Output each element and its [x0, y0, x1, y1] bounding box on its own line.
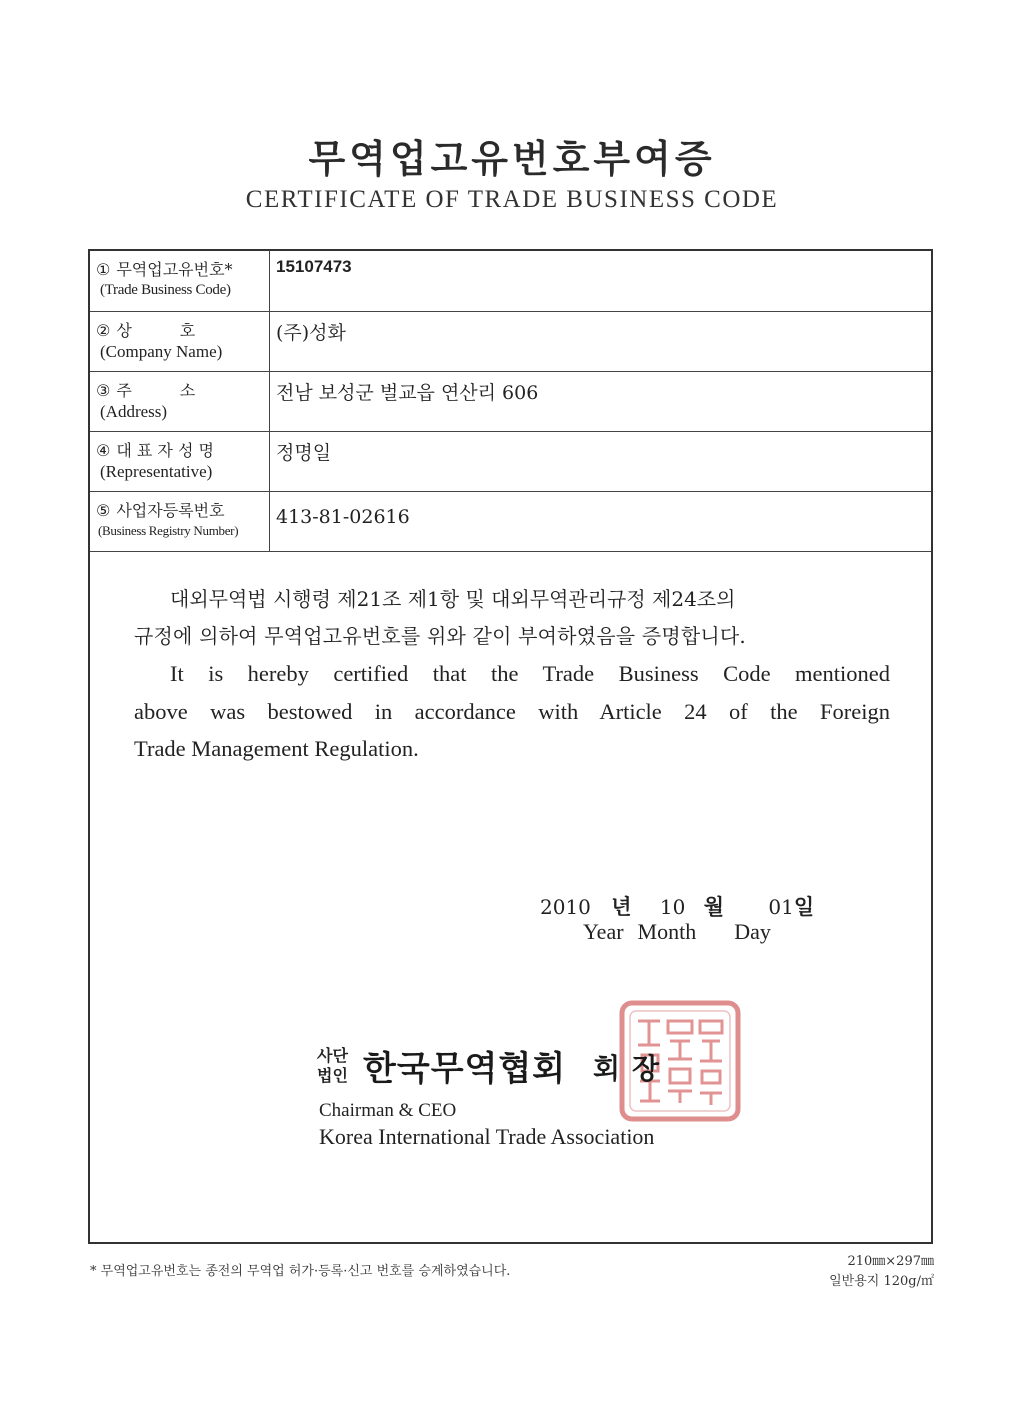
- field-label-english: (Company Name): [100, 342, 223, 361]
- field-row-business-registry: [90, 492, 931, 552]
- date-day-label: 일: [793, 895, 815, 919]
- certificate-title-english: CERTIFICATE OF TRADE BUSINESS CODE: [245, 186, 779, 213]
- field-label-korean: ④ 대 표 자 성 명: [96, 441, 214, 460]
- company-name-value: (주)성화: [276, 322, 346, 344]
- date-month-label: 월: [703, 895, 725, 919]
- field-label-korean: ② 상 호: [96, 321, 196, 340]
- date-month: 10: [659, 895, 686, 919]
- trade-business-code-value: 15107473: [276, 257, 352, 276]
- paper-size: 210㎜×297㎜: [847, 1254, 934, 1269]
- field-label-english: (Trade Business Code): [100, 282, 231, 298]
- field-label-korean: ① 무역업고유번호*: [96, 260, 233, 279]
- date-year: 2010: [540, 895, 591, 919]
- statement-english-line: above was bestowed in accordance with Article 24 of the Foreign: [134, 698, 890, 724]
- statement-korean-line: 규정에 의하여 무역업고유번호를 위와 같이 부여하였음을 증명합니다.: [134, 624, 746, 648]
- field-label-cell: [90, 251, 270, 311]
- field-row-address: [90, 372, 931, 432]
- date-year-english: Year: [583, 919, 624, 944]
- date-day: 01: [768, 895, 794, 919]
- field-label-cell: [90, 492, 270, 551]
- business-registry-number-value: 413-81-02616: [276, 506, 410, 528]
- certification-statement: [134, 581, 890, 768]
- issue-date-english: [583, 919, 771, 945]
- field-label-cell: [90, 312, 270, 371]
- field-label-cell: [90, 372, 270, 431]
- field-label-english: (Address): [100, 402, 168, 421]
- organization-name-korean: 한국무역협회: [363, 1049, 567, 1089]
- statement-english-line: Trade Management Regulation.: [134, 736, 419, 761]
- issuer-title-korean: 회장: [593, 1052, 672, 1085]
- field-label-english: (Business Registry Number): [98, 523, 239, 538]
- field-row-representative: [90, 432, 931, 492]
- field-label-korean: ③ 주 소: [96, 381, 196, 400]
- issue-date-korean: [540, 891, 814, 921]
- field-label-cell: [90, 432, 270, 491]
- date-month-english: Month: [637, 919, 697, 944]
- date-year-label: 년: [611, 895, 632, 919]
- statement-english-line: It is hereby certified that the Trade Business Code mentioned: [170, 661, 890, 686]
- field-row-trade-code: [90, 251, 931, 312]
- footnote: * 무역업고유번호는 종전의 무역업 허가·등록·신고 번호를 승계하였습니다.: [90, 1264, 511, 1279]
- field-label-english: (Representative): [100, 462, 213, 481]
- organization-name-english: Korea International Trade Association: [319, 1124, 655, 1149]
- statement-korean-line: 대외무역법 시행령 제21조 제1항 및 대외무역관리규정 제24조의: [170, 587, 736, 611]
- paper-weight: 일반용지 120g/㎡: [829, 1274, 934, 1289]
- certificate-frame: [88, 249, 933, 1244]
- field-row-company-name: [90, 312, 931, 372]
- certificate-title-korean: 무역업고유번호부여증: [308, 136, 716, 181]
- organization-prefix: 사단 법인: [317, 1046, 348, 1085]
- representative-value: 정명일: [276, 442, 332, 464]
- date-day-english: Day: [734, 919, 771, 944]
- address-value: 전남 보성군 벌교읍 연산리 606: [276, 382, 539, 404]
- issuer-title-english: Chairman & CEO: [319, 1100, 457, 1121]
- field-label-korean: ⑤ 사업자등록번호: [96, 501, 225, 520]
